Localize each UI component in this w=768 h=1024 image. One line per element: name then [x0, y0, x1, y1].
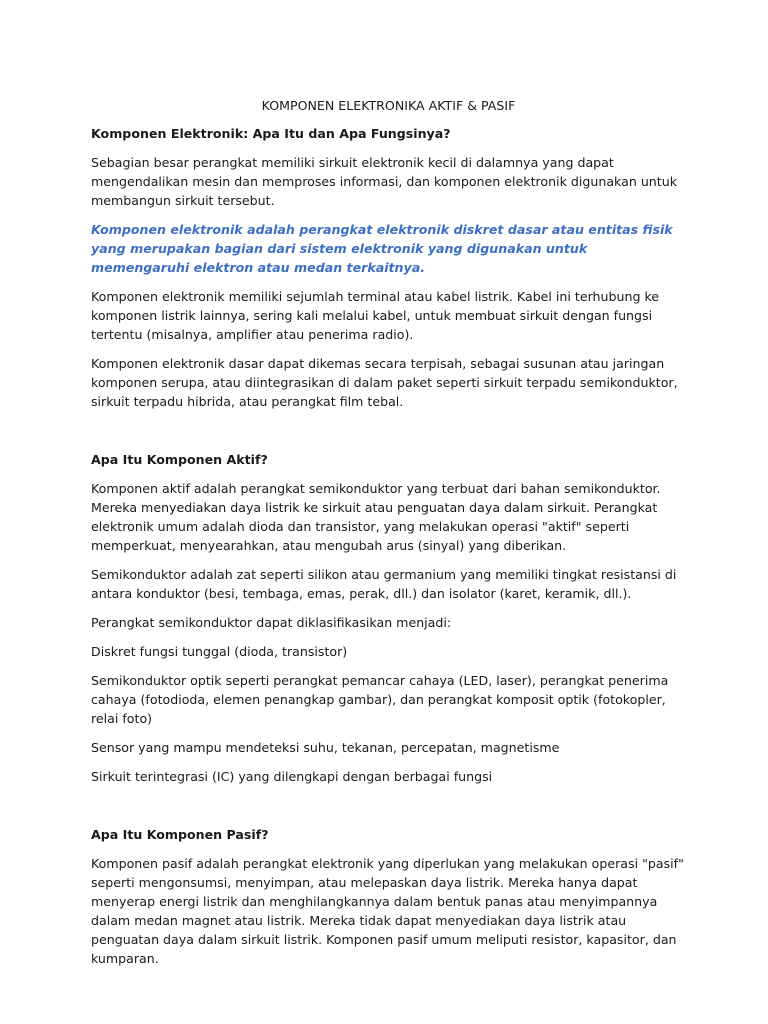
section-spacer: [91, 411, 686, 441]
highlighted-definition: Komponen elektronik adalah perangkat elektronik diskret dasar atau entitas fisik yang merupakan bagian dari sistem elektronik yang digunakan untuk memengaruhi elektron atau medan terkaitnya.: [91, 222, 673, 275]
section-heading-komponen-aktif: Apa Itu Komponen Aktif?: [91, 452, 268, 467]
paragraph: Perangkat semikonduktor dapat diklasifikasikan menjadi:: [91, 615, 452, 630]
paragraph: Komponen elektronik memiliki sejumlah terminal atau kabel listrik. Kabel ini terhubung ke komponen listrik lainnya, sering kali melalui kabel, untuk membuat sirkuit dengan fungsi tertentu (misalnya, amplifier atau penerima radio).: [91, 289, 660, 342]
paragraph: Komponen pasif adalah perangkat elektronik yang diperlukan yang melakukan operasi "pasif" seperti mengonsumsi, menyimpan, atau melepaskan daya listrik. Mereka hanya dapat menyerap energi listrik dan menghilangkannya dalam bentuk panas atau menyimpannya dalam medan magnet atau listrik. Mereka tidak dapat menyediakan daya listrik atau penguatan daya dalam sirkuit listrik. Komponen pasif umum meliputi resistor, kapasitor, dan kumparan.: [91, 856, 684, 966]
section-heading-komponen-elektronik: Komponen Elektronik: Apa Itu dan Apa Fungsinya?: [91, 126, 451, 141]
paragraph: Sebagian besar perangkat memiliki sirkuit elektronik kecil di dalamnya yang dapat mengendalikan mesin dan memproses informasi, dan komponen elektronik digunakan untuk membangun sirkuit tersebut.: [91, 155, 678, 208]
section-heading-komponen-pasif: Apa Itu Komponen Pasif?: [91, 827, 269, 842]
paragraph: Komponen elektronik dasar dapat dikemas secara terpisah, sebagai susunan atau jaringan komponen serupa, atau diintegrasikan di dalam paket seperti sirkuit terpadu semikonduktor, sirkuit terpadu hibrida, atau perangkat film tebal.: [91, 356, 678, 409]
paragraph: Semikonduktor adalah zat seperti silikon atau germanium yang memiliki tingkat resistansi di antara konduktor (besi, tembaga, emas, perak, dll.) dan isolator (karet, keramik, dll.).: [91, 567, 677, 601]
paragraph: Diskret fungsi tunggal (dioda, transistor): [91, 644, 348, 659]
paragraph: Semikonduktor optik seperti perangkat pemancar cahaya (LED, laser), perangkat penerima cahaya (fotodioda, elemen penangkap gambar), dan perangkat komposit optik (fotokopler, relai foto): [91, 673, 669, 726]
document-title: KOMPONEN ELEKTRONIKA AKTIF & PASIF: [261, 98, 516, 113]
paragraph: Sensor yang mampu mendeteksi suhu, tekanan, percepatan, magnetisme: [91, 740, 560, 755]
section-spacer: [91, 786, 686, 816]
paragraph: Komponen aktif adalah perangkat semikonduktor yang terbuat dari bahan semikonduktor. Mereka menyediakan daya listrik ke sirkuit atau penguatan daya dalam sirkuit. Perangkat elektronik umum adalah dioda dan transistor, yang melakukan operasi "aktif" seperti memperkuat, menyearahkan, atau mengubah arus (sinyal) yang diberikan.: [91, 481, 661, 553]
paragraph: Sirkuit terintegrasi (IC) yang dilengkapi dengan berbagai fungsi: [91, 769, 493, 784]
